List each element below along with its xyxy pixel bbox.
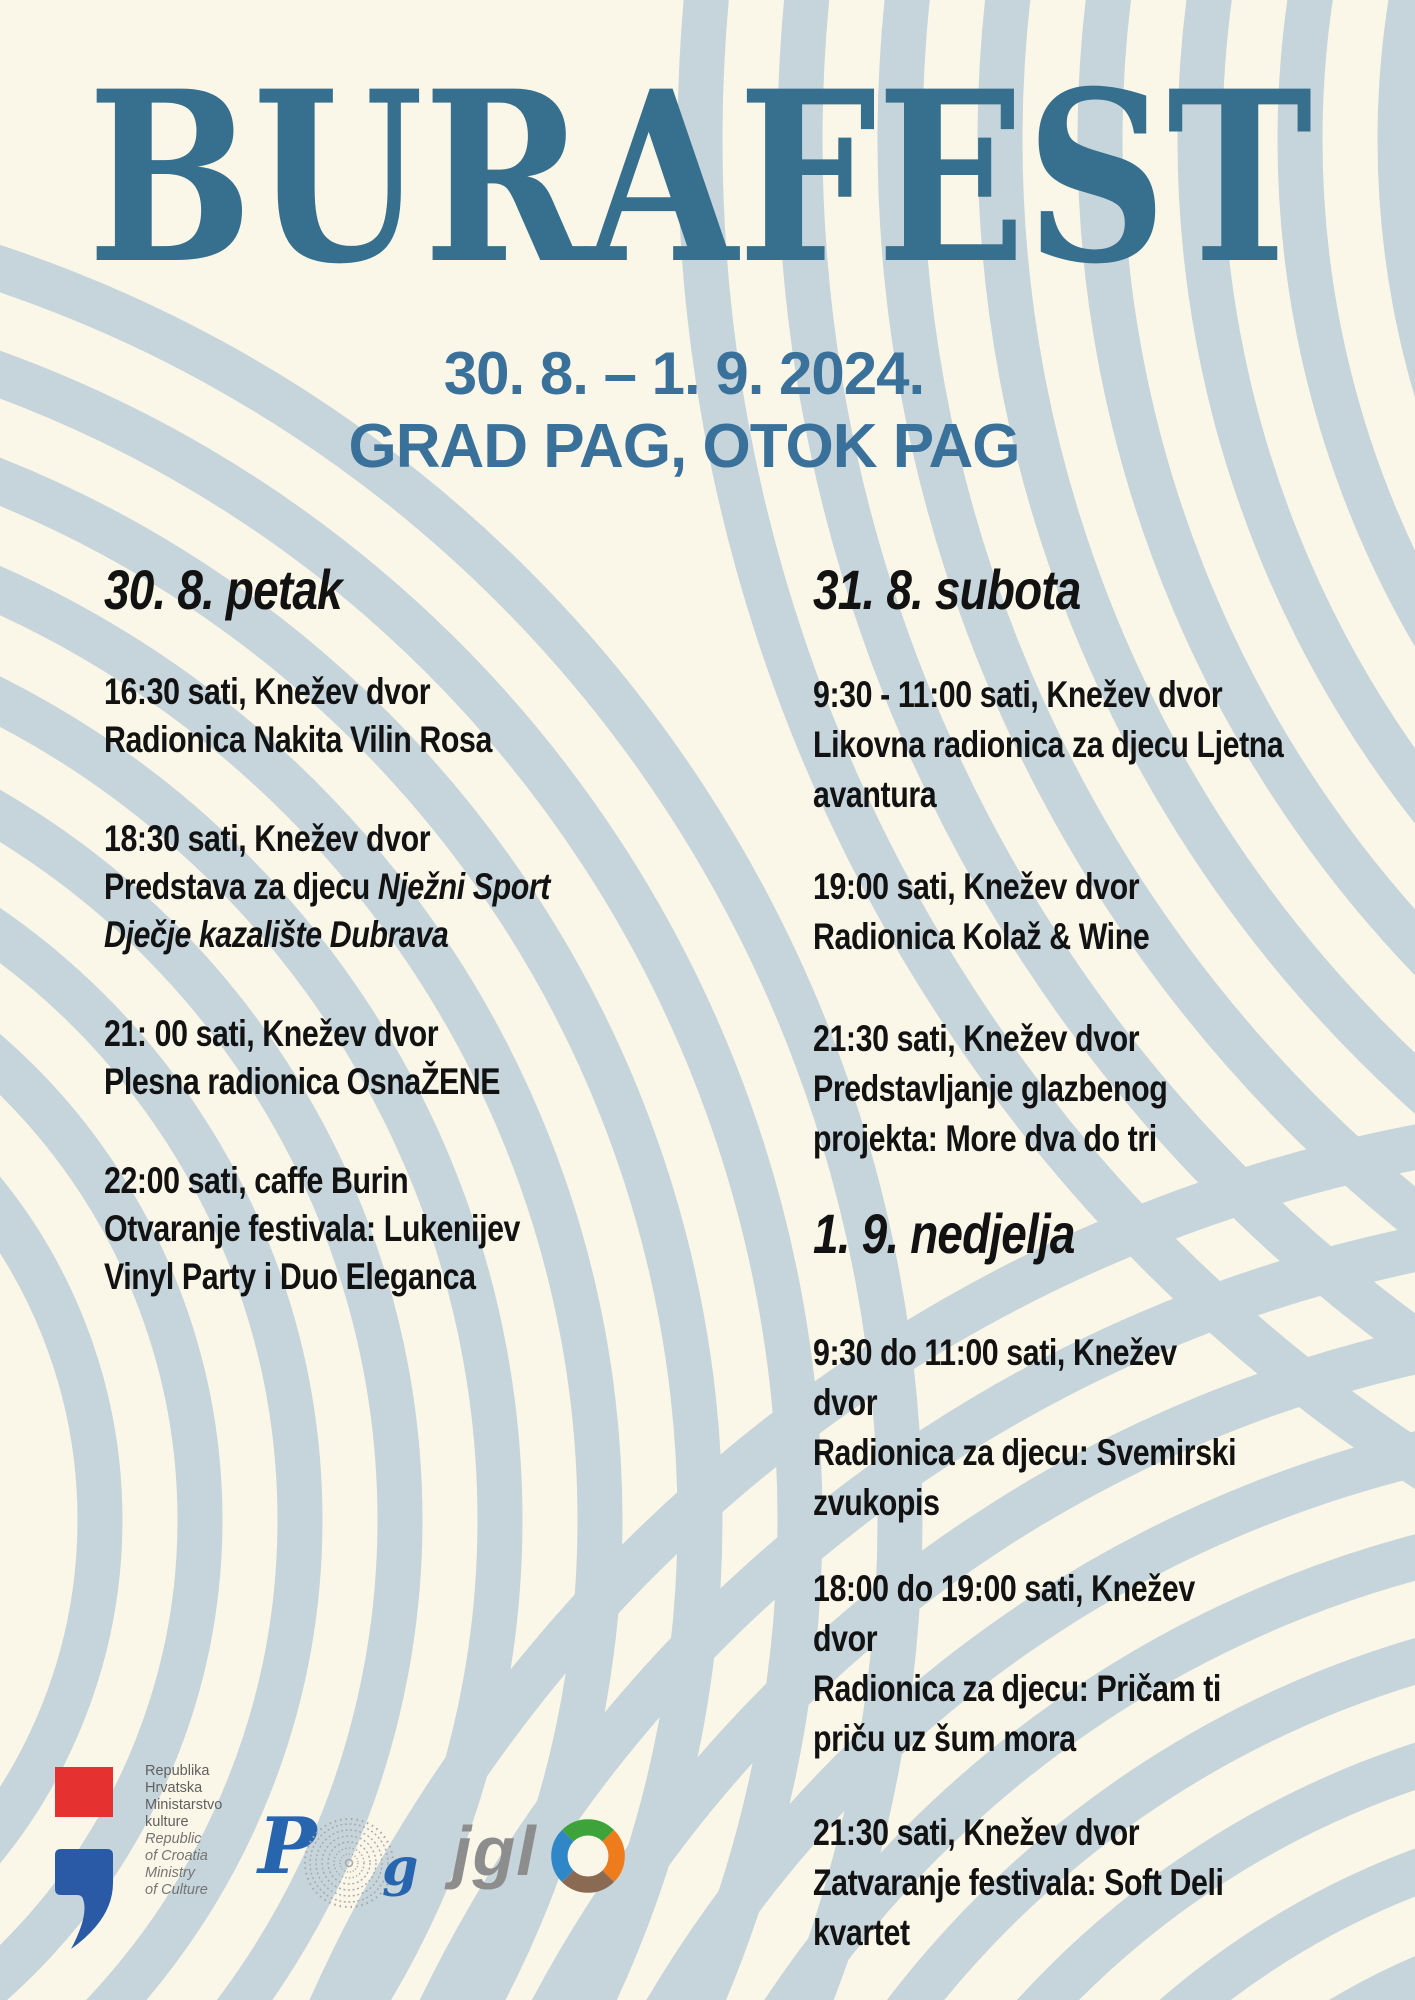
- event-time-line: 16:30 sati, Knežev dvor: [104, 671, 431, 712]
- title-banner: [0, 0, 1415, 310]
- ministry-line: Ministry: [145, 1865, 195, 1881]
- event-title-line: Radionica Kolaž & Wine: [813, 916, 1150, 957]
- event-title-line: Plesna radionica OsnaŽENE: [104, 1061, 501, 1102]
- event: [813, 1014, 1387, 1164]
- event-time-line: 9:30 do 11:00 sati, Knežev: [813, 1332, 1177, 1373]
- event-title-line: Otvaranje festivala: Lukenijev: [104, 1208, 521, 1249]
- event-time-line: 22:00 sati, caffe Burin: [104, 1160, 409, 1201]
- ministry-red-square: [55, 1767, 113, 1817]
- jgl-swirl-icon: [542, 1810, 634, 1902]
- ministry-blue-comma: [55, 1849, 113, 1949]
- event-title-line: Radionica za djecu: Pričam ti: [813, 1668, 1221, 1709]
- event-time-line: 21:30 sati, Knežev dvor: [813, 1018, 1140, 1059]
- day-heading-sunday: 1. 9. nedjelja: [813, 1202, 1075, 1265]
- day-heading-saturday: 31. 8. subota: [813, 558, 1081, 621]
- event-time-line: 19:00 sati, Knežev dvor: [813, 866, 1140, 907]
- event-title-line: Radionica Nakita Vilin Rosa: [104, 719, 492, 760]
- event-time-line: dvor: [813, 1618, 878, 1659]
- event-title-line: priču uz šum mora: [813, 1718, 1076, 1759]
- pag-letter-g: g: [382, 1837, 419, 1898]
- event-title-line: Zatvaranje festivala: Soft Deli: [813, 1862, 1224, 1903]
- event-title-line: Vinyl Party i Duo Eleganca: [104, 1256, 476, 1297]
- festival-location: GRAD PAG, OTOK PAG: [348, 412, 1020, 481]
- event: [813, 670, 1387, 820]
- jgl-logo: [452, 1812, 537, 1890]
- event: [104, 1010, 629, 1106]
- event-title-line: Likovna radionica za djecu Ljetna: [813, 724, 1284, 765]
- event: [104, 1157, 629, 1301]
- event-time-line: 21:30 sati, Knežev dvor: [813, 1812, 1140, 1853]
- event: [104, 668, 629, 764]
- event-time-line: dvor: [813, 1382, 878, 1423]
- ministry-line: Republika: [145, 1763, 210, 1779]
- schedule-column-left: [104, 558, 629, 1301]
- ministry-line: Hrvatska: [145, 1780, 203, 1796]
- event: [104, 815, 629, 959]
- event-title-line: avantura: [813, 774, 937, 815]
- event-time-line: 18:30 sati, Knežev dvor: [104, 818, 431, 859]
- event-title-line: Predstavljanje glazbenog: [813, 1068, 1168, 1109]
- event-title-line: zvukopis: [813, 1482, 940, 1523]
- ministry-line: Ministarstvo: [145, 1797, 223, 1813]
- event: [813, 1808, 1387, 1958]
- event: [813, 862, 1387, 962]
- festival-title: BURAFEST: [87, 40, 1313, 310]
- ministry-line: of Croatia: [145, 1848, 208, 1864]
- ministry-line: Republic: [145, 1831, 202, 1847]
- schedule-column-right: [813, 558, 1387, 1958]
- event-time-line: 9:30 - 11:00 sati, Knežev dvor: [813, 674, 1223, 715]
- ministry-line: kulture: [145, 1814, 189, 1830]
- event-title-line: Dječje kazalište Dubrava: [104, 914, 449, 955]
- event-time-line: 21: 00 sati, Knežev dvor: [104, 1013, 439, 1054]
- festival-dates: 30. 8. – 1. 9. 2024.: [443, 340, 925, 407]
- pag-letter-p: P: [258, 1801, 317, 1892]
- ministry-line: of Culture: [145, 1882, 208, 1898]
- ministry-text: [145, 1763, 222, 1899]
- event-title-line: Radionica za djecu: Svemirski: [813, 1432, 1237, 1473]
- event: [813, 1564, 1387, 1764]
- event-time-line: 18:00 do 19:00 sati, Knežev: [813, 1568, 1195, 1609]
- day-heading-friday: 30. 8. petak: [104, 558, 342, 621]
- ministry-of-culture-icon: [55, 1767, 113, 1951]
- jgl-text: jgl: [452, 1812, 537, 1890]
- event: [813, 1328, 1387, 1528]
- event-title-line: Predstava za djecu Nježni Sport: [104, 866, 550, 907]
- event-title-line: projekta: More dva do tri: [813, 1118, 1157, 1159]
- event-title-line: kvartet: [813, 1912, 910, 1953]
